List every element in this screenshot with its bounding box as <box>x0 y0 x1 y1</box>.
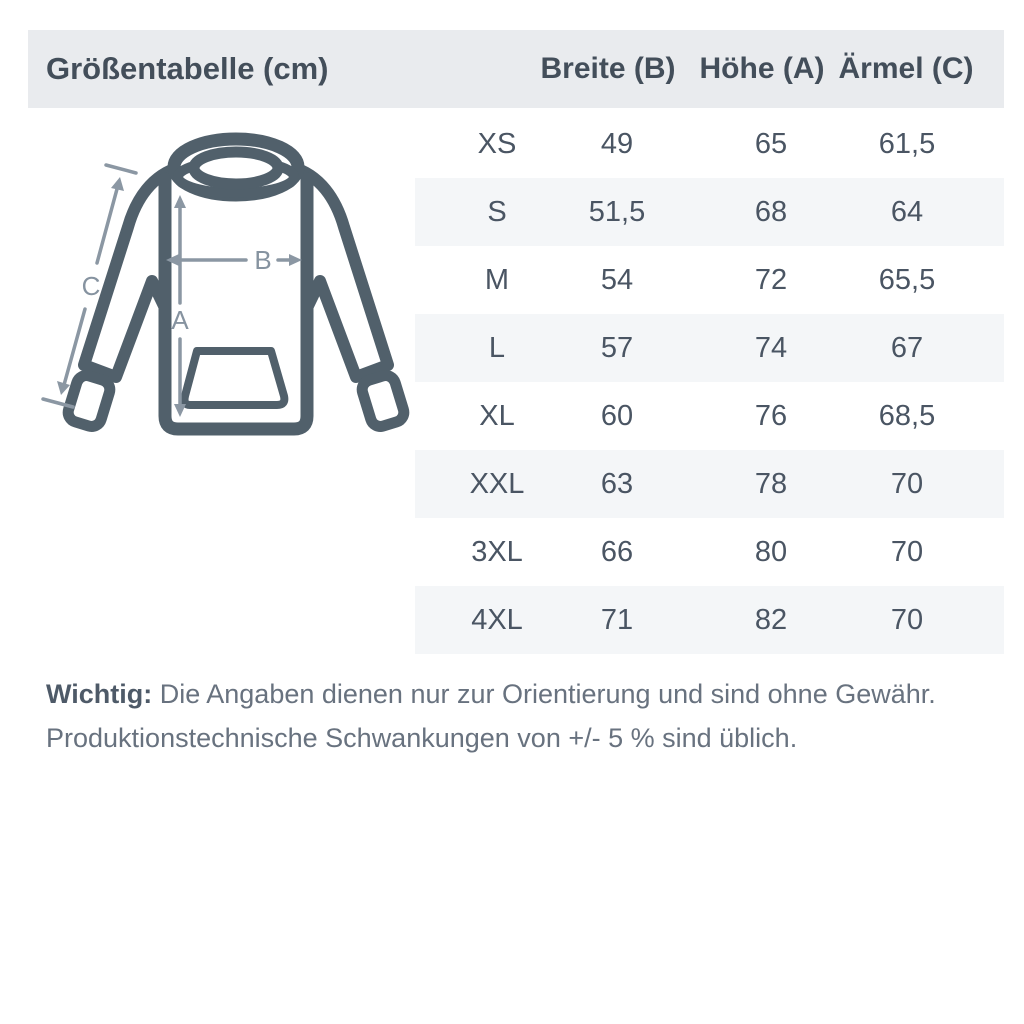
size-cell: XL <box>479 400 515 432</box>
size-cell: 4XL <box>471 604 523 636</box>
disclaimer-line-1-text: Die Angaben dienen nur zur Orientierung und sind ohne Gewähr. <box>152 679 936 709</box>
hoehe-cell: 74 <box>754 332 788 364</box>
size-cell: L <box>488 332 506 364</box>
hoodie-measurement-diagram <box>40 115 420 475</box>
hoehe-cell: 65 <box>754 128 788 160</box>
disclaimer-line-2: Produktionstechnische Schwankungen von +/- 5 % sind üblich. <box>46 723 798 753</box>
breite-cell: 51,5 <box>588 196 646 228</box>
table-header <box>28 30 1004 108</box>
page-title: Größentabelle (cm) <box>46 51 329 86</box>
breite-cell: 66 <box>600 536 634 568</box>
aermel-cell: 64 <box>890 196 924 228</box>
hoehe-cell: 80 <box>754 536 788 568</box>
aermel-cell: 70 <box>890 468 924 500</box>
right-cuff <box>360 373 407 429</box>
size-cell: M <box>484 264 510 296</box>
hoehe-cell: 76 <box>754 400 788 432</box>
aermel-cell: 68,5 <box>878 400 936 432</box>
aermel-cell: 65,5 <box>878 264 936 296</box>
hoehe-cell: 82 <box>754 604 788 636</box>
label-a: A <box>171 305 189 335</box>
hoodie-pocket <box>185 351 285 405</box>
column-header-breite: Breite (B) <box>540 52 676 85</box>
aermel-cell: 67 <box>890 332 924 364</box>
column-header-hoehe: Höhe (A) <box>699 52 825 85</box>
label-b: B <box>254 245 272 275</box>
breite-cell: 49 <box>600 128 634 160</box>
disclaimer-note <box>46 672 976 760</box>
breite-cell: 57 <box>600 332 634 364</box>
hoehe-cell: 72 <box>754 264 788 296</box>
aermel-cell: 70 <box>890 536 924 568</box>
table-row <box>0 586 1024 654</box>
column-header-aermel: Ärmel (C) <box>838 52 974 85</box>
breite-cell: 71 <box>600 604 634 636</box>
aermel-cell: 61,5 <box>878 128 936 160</box>
size-cell: S <box>487 196 507 228</box>
hoehe-cell: 68 <box>754 196 788 228</box>
hoodie-hood <box>174 139 298 195</box>
aermel-cell: 70 <box>890 604 924 636</box>
table-row <box>0 518 1024 586</box>
size-cell: XS <box>477 128 517 160</box>
label-c: C <box>81 271 101 301</box>
disclaimer-bold: Wichtig: <box>46 679 153 709</box>
size-cell: XXL <box>469 468 525 500</box>
disclaimer-line-1 <box>46 672 976 716</box>
breite-cell: 60 <box>600 400 634 432</box>
hoehe-cell: 78 <box>754 468 788 500</box>
size-cell: 3XL <box>471 536 523 568</box>
breite-cell: 54 <box>600 264 634 296</box>
left-cuff <box>66 373 113 429</box>
breite-cell: 63 <box>600 468 634 500</box>
